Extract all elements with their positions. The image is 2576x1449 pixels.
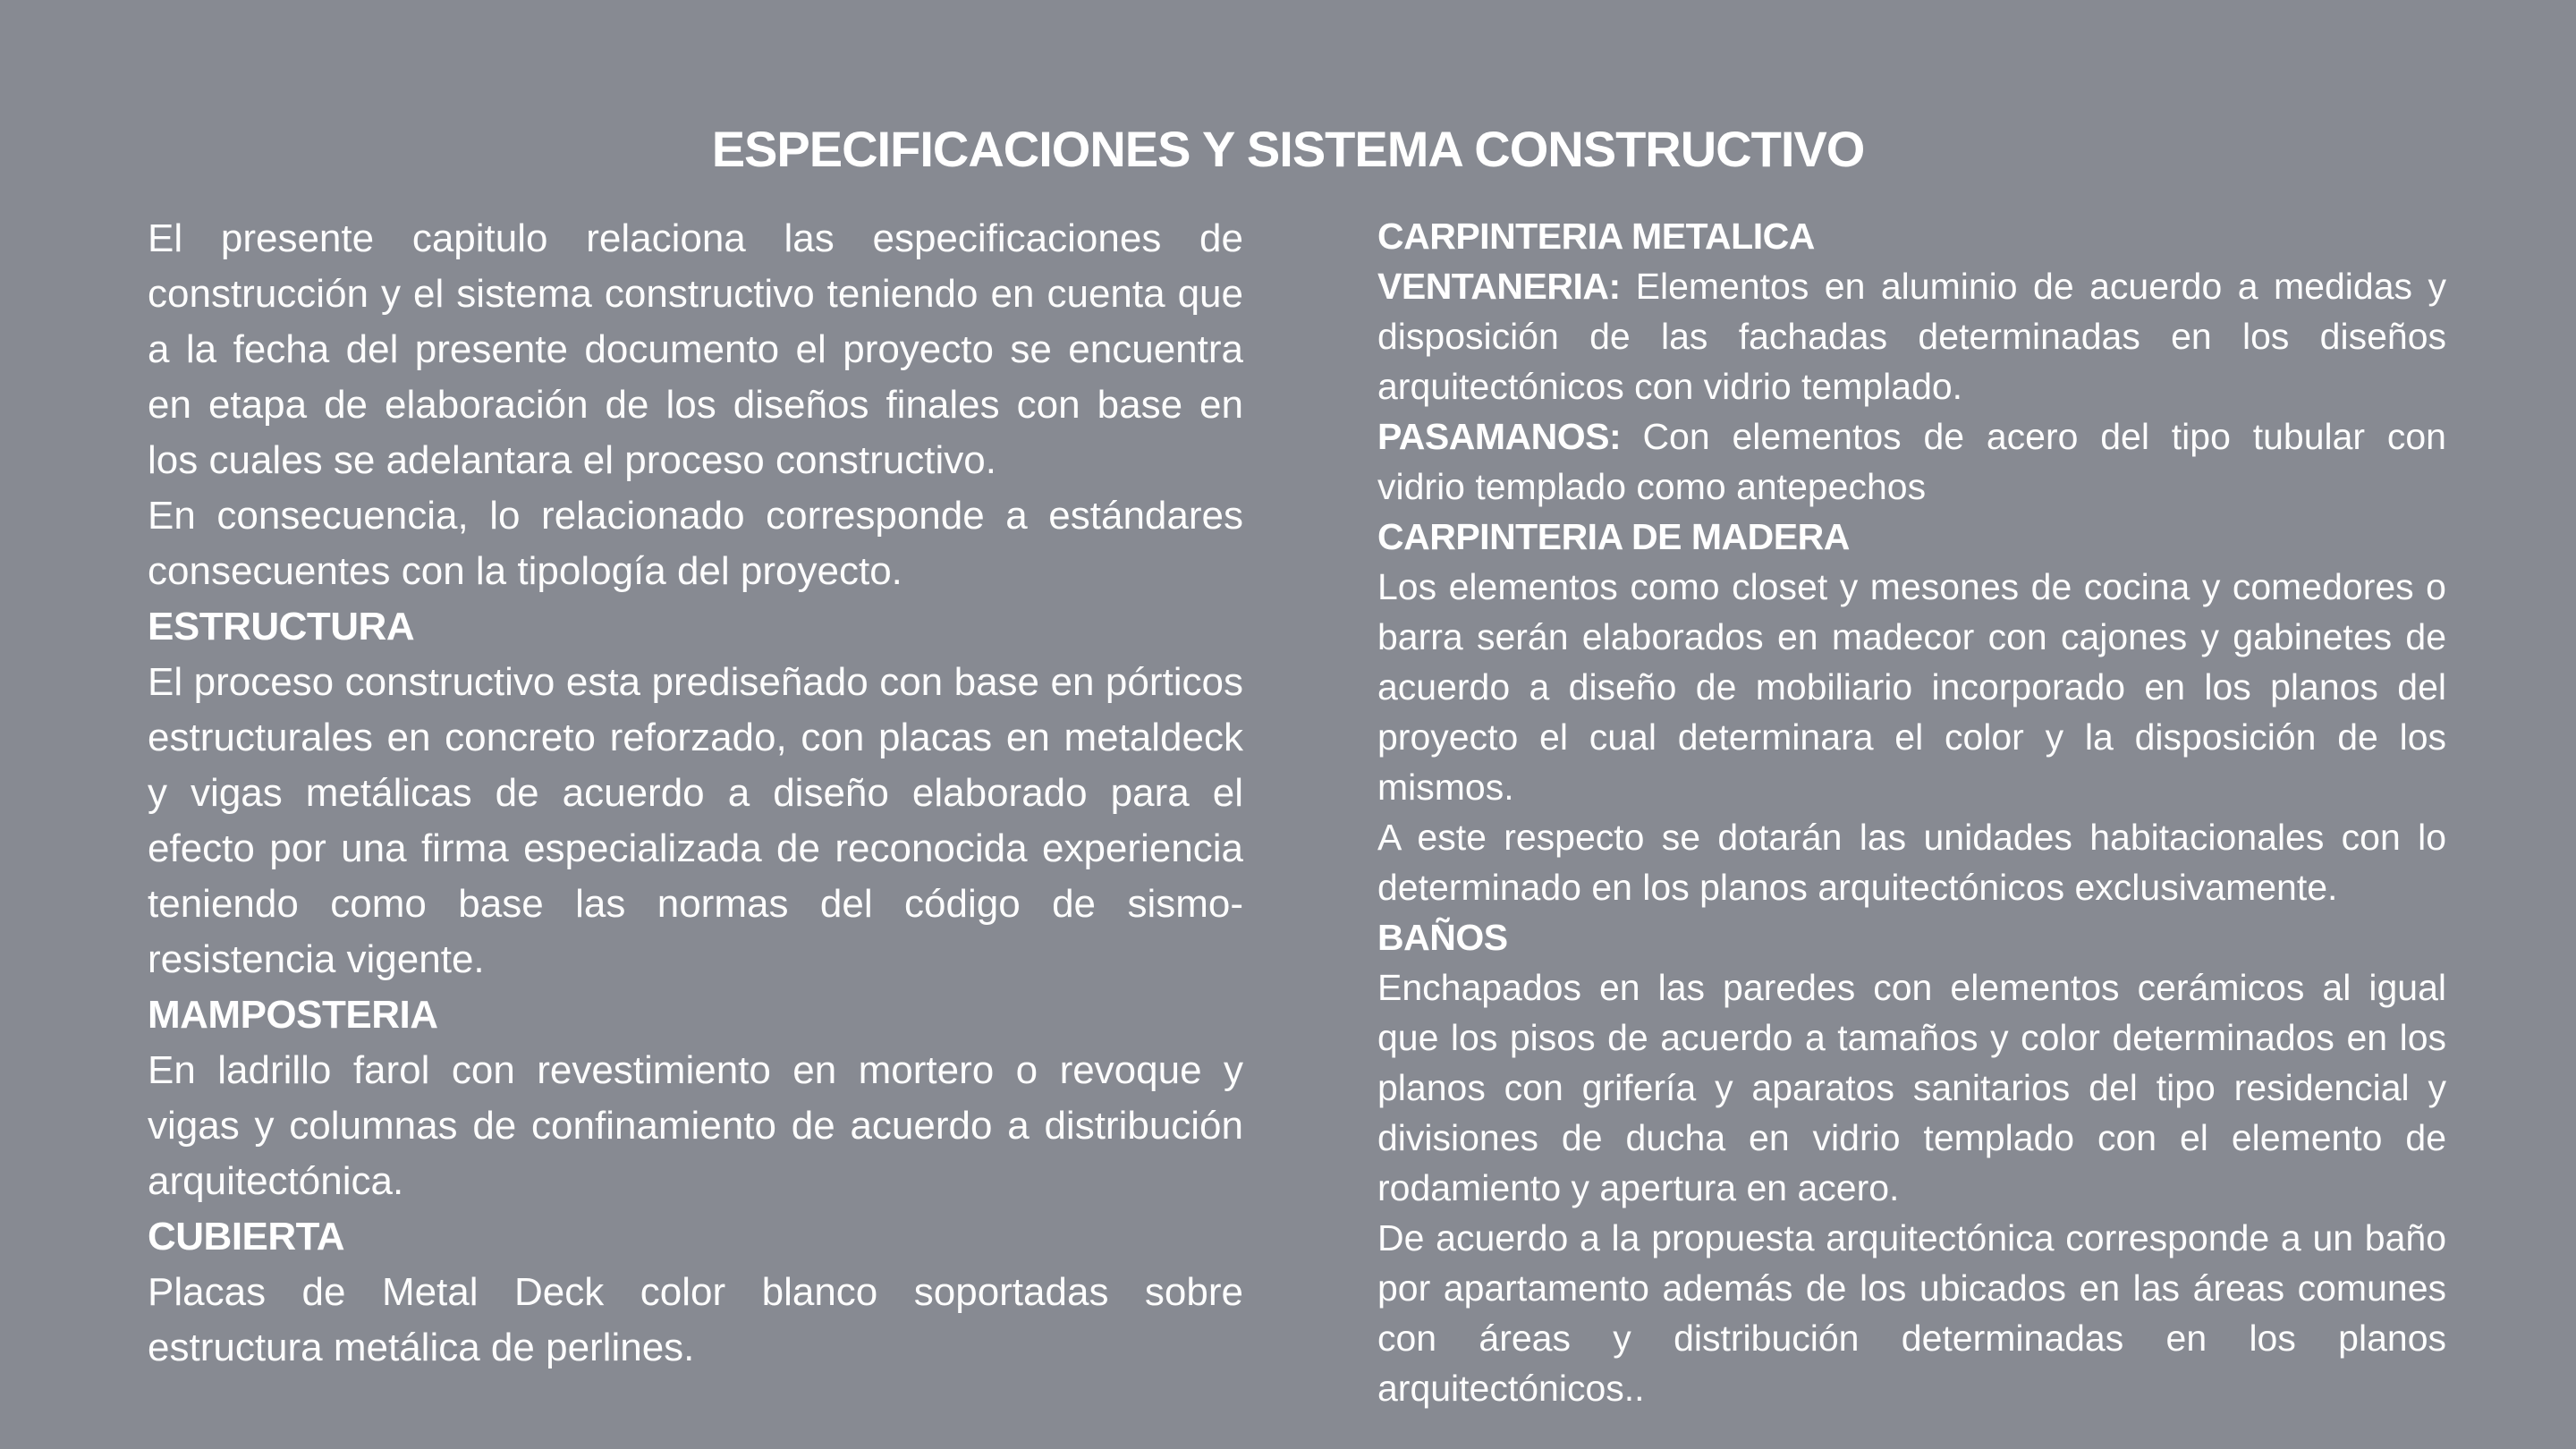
body-paragraph: Enchapados en las paredes con elementos cerámicos al igual que los pisos de acuerdo a tamaños y color determinados en los planos con grifería y aparatos sanitarios del tipo residencial y divisiones de ducha en vidrio templado con el elemento de rodamiento y apertura en acero. xyxy=(1377,967,2446,1208)
section-heading: CARPINTERIA METALICA xyxy=(1377,216,1815,257)
body-paragraph: El proceso constructivo esta prediseñado con base en pórticos estructurales en concreto reforzado, con placas en metaldeck y vigas metálicas de acuerdo a diseño elaborado para el efecto por una firma especializada de reconocida experiencia teniendo como base las normas del código de sismo- resistencia vigente. xyxy=(148,660,1243,981)
section-heading: CARPINTERIA DE MADERA xyxy=(1377,516,1850,557)
content-columns xyxy=(148,211,2446,1413)
section-heading: MAMPOSTERIA xyxy=(148,993,438,1037)
left-column xyxy=(148,211,1243,1413)
body-paragraph: De acuerdo a la propuesta arquitectónica corresponde a un baño por apartamento además de los ubicados en las áreas comunes con áreas y distribución determinadas en los planos arquitectónicos.. xyxy=(1377,1217,2446,1409)
body-paragraph: En consecuencia, lo relacionado corresponde a estándares consecuentes con la tipología del proyecto. xyxy=(148,494,1243,593)
paragraph-label: PASAMANOS: xyxy=(1377,416,1643,457)
body-paragraph: VENTANERIA: Elementos en aluminio de acuerdo a medidas y disposición de las fachadas determinadas en los diseños arquitectónicos con vidrio templado. xyxy=(1377,266,2446,407)
body-paragraph: A este respecto se dotarán las unidades habitacionales con lo determinado en los planos arquitectónicos exclusivamente. xyxy=(1377,817,2446,908)
section-heading: CUBIERTA xyxy=(148,1215,345,1258)
body-paragraph: En ladrillo farol con revestimiento en mortero o revoque y vigas y columnas de confinamiento de acuerdo a distribución arquitectónica. xyxy=(148,1048,1243,1203)
right-column xyxy=(1377,211,2446,1413)
page-title: ESPECIFICACIONES Y SISTEMA CONSTRUCTIVO xyxy=(711,120,1865,177)
body-paragraph: Los elementos como closet y mesones de cocina y comedores o barra serán elaborados en madecor con cajones y gabinetes de acuerdo a diseño de mobiliario incorporado en los planos del proyecto el cual determinara el color y la disposición de los mismos. xyxy=(1377,566,2446,808)
body-paragraph: PASAMANOS: Con elementos de acero del tipo tubular con vidrio templado como antepechos xyxy=(1377,416,2446,507)
paragraph-label: VENTANERIA: xyxy=(1377,266,1636,307)
section-heading: BAÑOS xyxy=(1377,917,1508,958)
section-heading: ESTRUCTURA xyxy=(148,605,415,648)
body-paragraph: Placas de Metal Deck color blanco soportadas sobre estructura metálica de perlines. xyxy=(148,1270,1243,1369)
body-paragraph: El presente capitulo relaciona las especificaciones de construcción y el sistema constructivo teniendo en cuenta que a la fecha del presente documento el proyecto se encuentra en etapa de elaboración de los diseños finales con base en los cuales se adelantara el proceso constructivo. xyxy=(148,216,1243,482)
